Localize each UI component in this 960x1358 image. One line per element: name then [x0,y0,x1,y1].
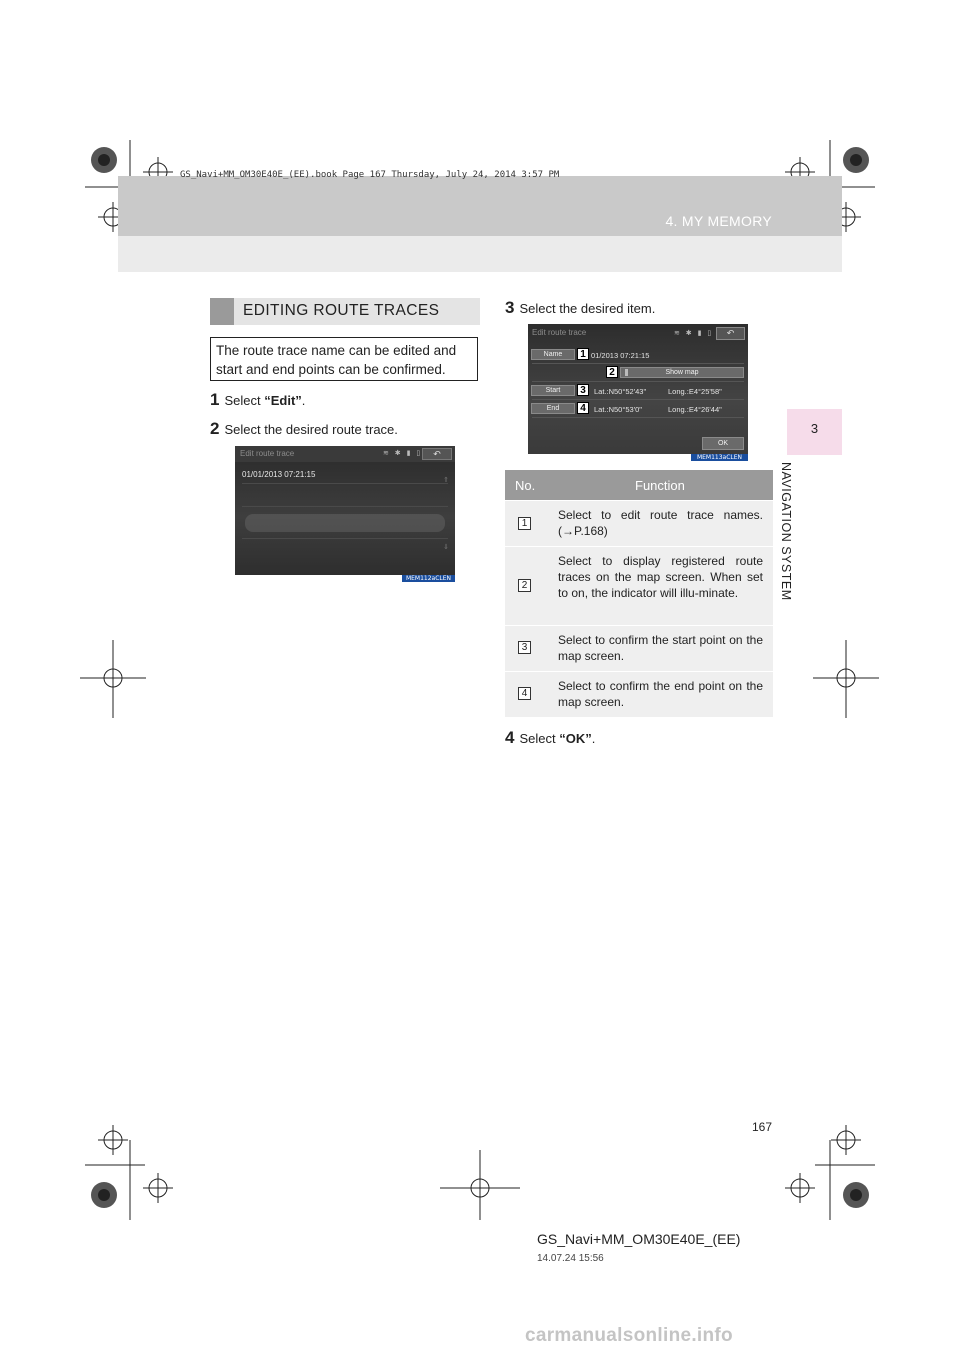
route-trace-entry[interactable]: 01/01/2013 07:21:15 [242,470,316,479]
status-icons: ≋ ✱ ▮ ▯ [674,330,714,337]
divider [242,483,448,484]
step-text-end: . [301,393,306,408]
step-keyword: “Edit” [264,393,302,408]
step-keyword: “OK” [559,731,592,746]
end-button[interactable]: End [531,403,575,414]
row-number: 3 [518,641,531,654]
row-function: Select to confirm the start point on the map screen. [558,633,763,663]
screen-title: Edit route trace [532,328,587,337]
step-4 [505,728,595,748]
blurred-rows [245,514,445,532]
print-date: 14.07.24 15:56 [537,1253,604,1264]
step-text: Select the desired route trace. [224,422,398,437]
callout-1: 1 [577,348,589,360]
book-info-line: GS_Navi+MM_OM30E40E_(EE).book Page 167 Thursday, July 24, 2014 3:57 PM [180,170,560,180]
end-longitude: Long.:E4°26'44" [668,405,722,414]
step-3 [505,298,655,318]
divider [532,363,744,364]
back-arrow-icon[interactable]: ↶ [422,448,452,460]
row-number: 1 [518,517,531,530]
screenshot-edit-route-trace-list [235,446,455,575]
function-table [505,470,773,717]
page-number: 167 [752,1120,773,1134]
divider [242,506,448,507]
column-header-function: Function [635,478,685,493]
step-text: Select [224,393,265,408]
callout-2: 2 [606,366,618,378]
indicator-light [625,369,628,376]
step-text: Select [519,731,560,746]
row-function: Select to edit route trace names. (→P.168) [558,508,763,538]
table-header [505,470,773,500]
divider [242,538,448,539]
row-number: 4 [518,687,531,700]
chapter-number: 3 [810,421,819,436]
chapter-label [779,462,819,612]
show-map-button[interactable] [620,367,744,378]
step-number: 4 [505,728,515,747]
figure-code: MEM112aCLEN [402,575,455,582]
section-heading: EDITING ROUTE TRACES [243,302,440,319]
step-number: 1 [210,390,220,409]
step-text-end: . [591,731,596,746]
screenshot-edit-route-trace-detail [528,324,748,454]
start-button[interactable]: Start [531,385,575,396]
start-latitude: Lat.:N50°52'43" [594,387,647,396]
name-button[interactable]: Name [531,349,575,360]
divider [532,417,744,418]
table-row [505,671,773,717]
row-number: 2 [518,579,531,592]
screen-title: Edit route trace [240,449,295,458]
step-1 [210,390,305,410]
step-text: Select the desired item. [519,301,656,316]
name-value: 01/2013 07:21:15 [591,351,650,360]
table-row [505,546,773,625]
back-arrow-icon[interactable]: ↶ [716,327,745,340]
scroll-up-icon[interactable]: ⇑ [443,477,449,484]
section-title: 4. MY MEMORY [665,213,772,229]
row-function: Select to display registered route traces on the map screen. When set to on, the indicator will illu-minate. [558,554,763,600]
intro-box: The route trace name can be edited and start and end points can be confirmed. [210,337,478,381]
row-function: Select to confirm the end point on the map screen. [558,679,763,709]
status-icons: ≋ ✱ ▮ ▯ [383,450,423,457]
chapter-label-text: NAVIGATION SYSTEM [779,462,793,601]
table-row [505,500,773,546]
callout-3: 3 [577,384,589,396]
step-number: 3 [505,298,515,317]
section-heading-marker [210,298,234,325]
end-latitude: Lat.:N50°53'0" [594,405,642,414]
callout-4: 4 [577,402,589,414]
divider [532,381,744,382]
show-map-label: Show map [665,369,699,376]
column-header-no: No. [515,478,536,493]
watermark: carmanualsonline.info [525,1325,733,1346]
ok-button[interactable]: OK [702,437,744,450]
divider [532,399,744,400]
table-row [505,625,773,671]
step-2 [210,419,398,439]
document-id: GS_Navi+MM_OM30E40E_(EE) [537,1231,741,1247]
start-longitude: Long.:E4°25'58" [668,387,722,396]
figure-code: MEM113aCLEN [691,454,748,461]
step-number: 2 [210,419,220,438]
scroll-down-icon[interactable]: ⇓ [443,544,449,551]
